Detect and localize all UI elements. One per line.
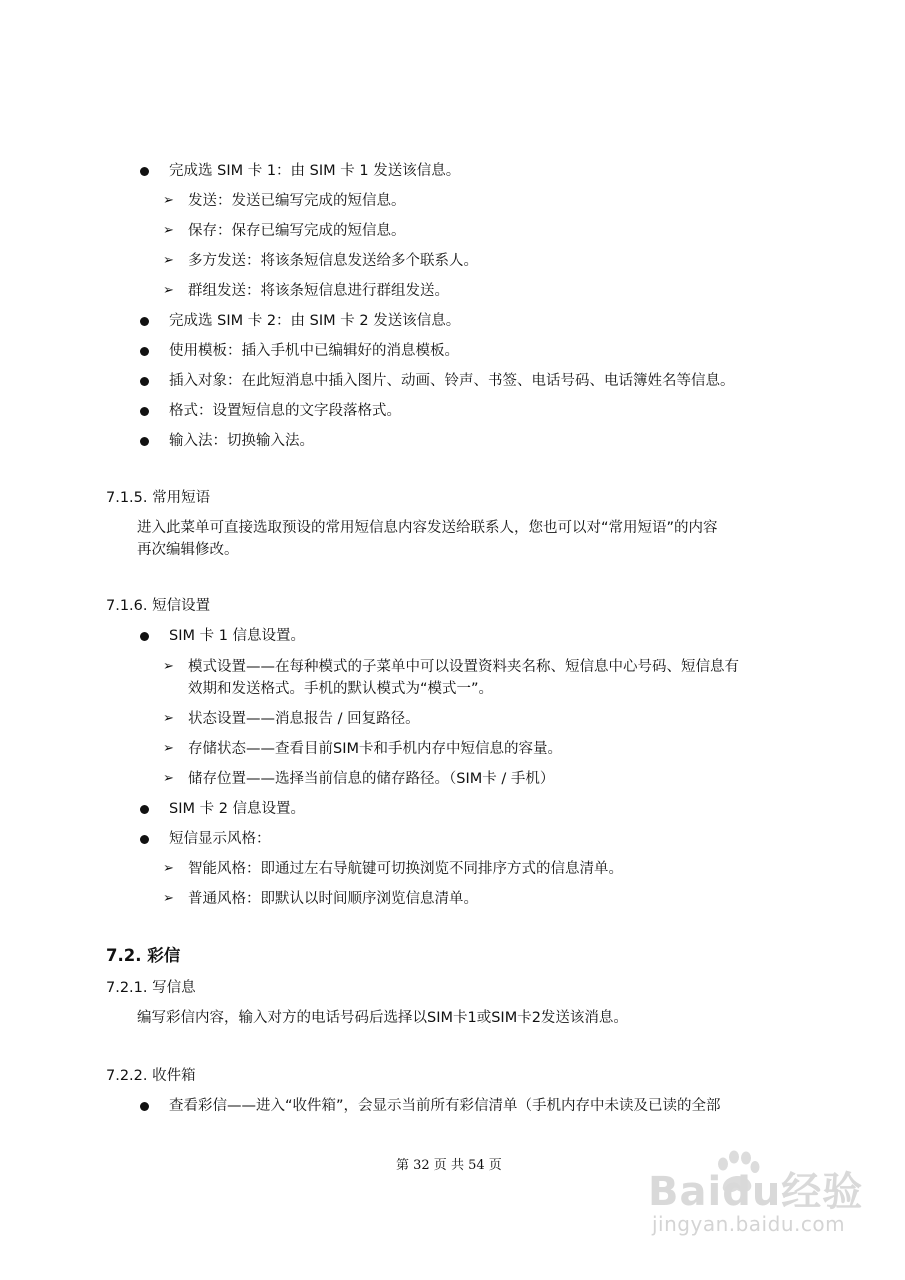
arrow-icon: ➢	[163, 283, 174, 298]
list-item: 输入法：切换输入法。	[169, 433, 314, 449]
list-item: 短信显示风格：	[169, 831, 271, 847]
bullet-icon	[140, 835, 149, 844]
paragraph-line: 编写彩信内容，输入对方的电话号码后选择以SIM卡1或SIM卡2发送该消息。	[137, 1010, 628, 1026]
watermark-url: jingyan.baidu.com	[652, 1212, 846, 1236]
sub-list-item: 群组发送：将该条短信息进行群组发送。	[188, 283, 449, 299]
arrow-icon: ➢	[163, 741, 174, 756]
bullet-icon	[140, 167, 149, 176]
arrow-icon: ➢	[163, 659, 174, 674]
list-item: SIM 卡 1 信息设置。	[169, 628, 306, 644]
sub-list-item: 存储状态——查看目前SIM卡和手机内存中短信息的容量。	[188, 741, 562, 757]
bullet-icon	[140, 317, 149, 326]
sub-list-item: 保存：保存已编写完成的短信息。	[188, 223, 406, 239]
bullet-icon	[140, 377, 149, 386]
section-heading: 7.1.5. 常用短语	[106, 490, 211, 506]
sub-list-item: 储存位置——选择当前信息的储存路径。（SIM卡 / 手机）	[188, 771, 555, 787]
sub-list-item-cont: 效期和发送格式。手机的默认模式为“模式一”。	[188, 681, 494, 697]
sub-list-item: 发送：发送已编写完成的短信息。	[188, 193, 406, 209]
list-item: 格式：设置短信息的文字段落格式。	[169, 403, 401, 419]
sub-list-item: 模式设置——在每种模式的子菜单中可以设置资料夹名称、短信息中心号码、短信息有	[188, 659, 739, 675]
bullet-icon	[140, 407, 149, 416]
sub-list-item: 普通风格：即默认以时间顺序浏览信息清单。	[188, 891, 478, 907]
paragraph-line: 再次编辑修改。	[137, 542, 239, 558]
bullet-icon	[140, 805, 149, 814]
sub-list-item: 智能风格：即通过左右导航键可切换浏览不同排序方式的信息清单。	[188, 861, 623, 877]
list-item: 查看彩信——进入“收件箱”，会显示当前所有彩信清单（手机内存中未读及已读的全部	[169, 1098, 721, 1114]
arrow-icon: ➢	[163, 193, 174, 208]
bullet-icon	[140, 632, 149, 641]
bullet-icon	[140, 347, 149, 356]
sub-list-item: 多方发送：将该条短信息发送给多个联系人。	[188, 253, 478, 269]
sub-list-item: 状态设置——消息报告 / 回复路径。	[188, 711, 420, 727]
section-heading: 7.2.1. 写信息	[106, 980, 196, 996]
bullet-icon	[140, 437, 149, 446]
section-heading: 7.2.2. 收件箱	[106, 1068, 196, 1084]
arrow-icon: ➢	[163, 891, 174, 906]
list-item: SIM 卡 2 信息设置。	[169, 801, 306, 817]
list-item: 完成选 SIM 卡 2：由 SIM 卡 2 发送该信息。	[169, 313, 461, 329]
list-item: 插入对象：在此短消息中插入图片、动画、铃声、书签、电话号码、电话簿姓名等信息。	[169, 373, 735, 389]
list-item: 使用模板：插入手机中已编辑好的消息模板。	[169, 343, 459, 359]
arrow-icon: ➢	[163, 861, 174, 876]
section-heading: 7.1.6. 短信设置	[106, 598, 211, 614]
chapter-heading: 7.2. 彩信	[106, 946, 181, 965]
paragraph-line: 进入此菜单可直接选取预设的常用短信息内容发送给联系人，您也可以对“常用短语”的内容	[137, 520, 718, 536]
list-item: 完成选 SIM 卡 1：由 SIM 卡 1 发送该信息。	[169, 163, 461, 179]
arrow-icon: ➢	[163, 223, 174, 238]
arrow-icon: ➢	[163, 711, 174, 726]
arrow-icon: ➢	[163, 771, 174, 786]
watermark-brand: Baidu经验	[648, 1169, 864, 1215]
bullet-icon	[140, 1102, 149, 1111]
arrow-icon: ➢	[163, 253, 174, 268]
page-footer: 第 32 页 共 54 页	[396, 1158, 502, 1173]
